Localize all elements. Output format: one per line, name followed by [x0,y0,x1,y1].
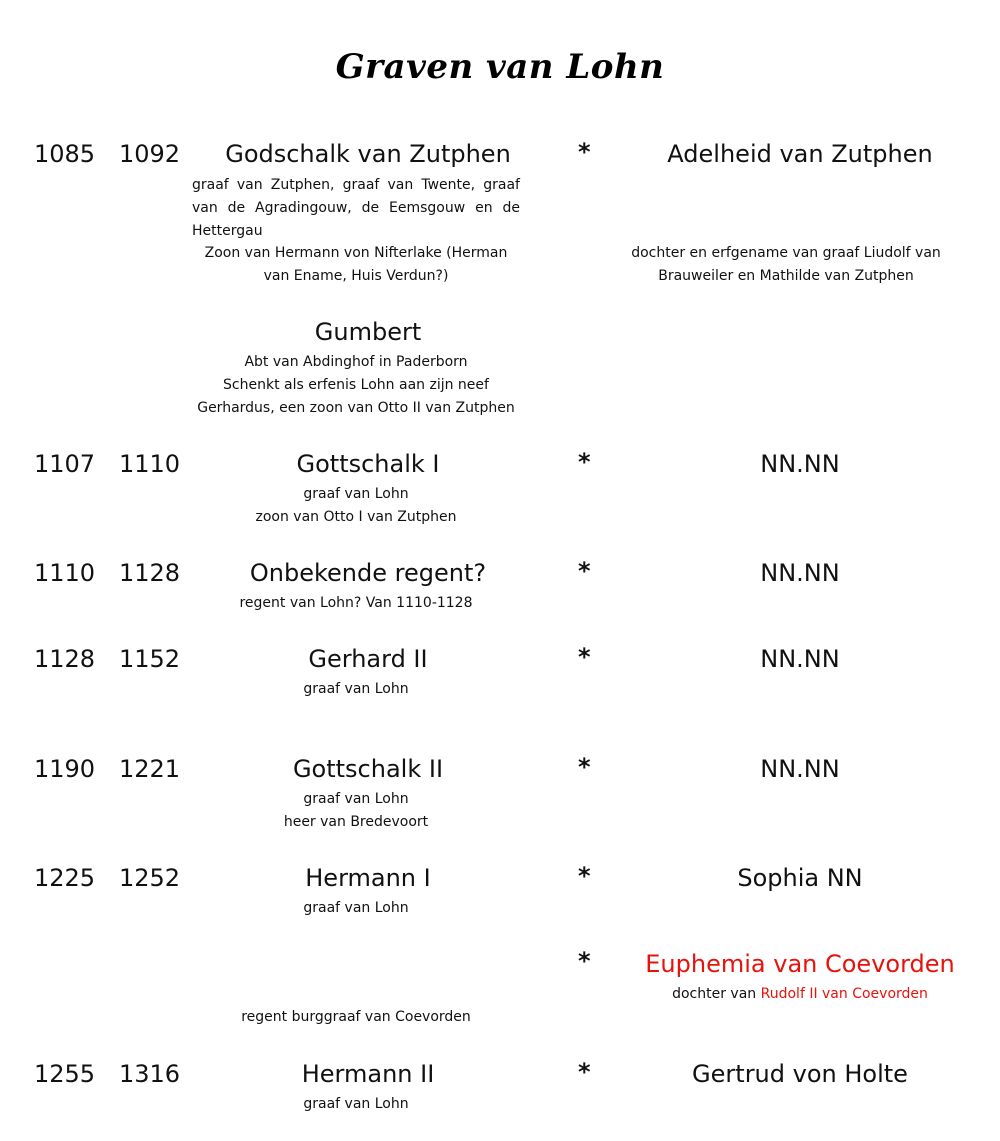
end-year: 1252 [119,864,181,892]
spouse-name: Sophia NN [737,864,863,892]
end-year: 1316 [119,1060,181,1088]
count-parentage: Zoon van Hermann von Nifterlake (Herman van Ename, Huis Verdun?) [204,245,508,284]
spouse-name: Adelheid van Zutphen [667,140,933,168]
start-year: 1128 [34,645,96,673]
marriage-star: * [578,138,591,166]
marriage-star: * [578,1058,591,1086]
marriage-star: * [578,643,591,671]
spouse-name-link[interactable]: Euphemia van Coevorden [645,950,955,978]
count-name: Gerhard II [308,645,428,673]
count-description: graaf van Lohn [303,791,409,807]
count-title: heer van Bredevoort [283,814,429,830]
spouse-name: NN.NN [760,450,840,478]
start-year: 1255 [34,1060,96,1088]
count-description: Abt van Abdinghof in Paderborn [244,354,468,370]
start-year: 1085 [34,140,96,168]
count-name: Gottschalk II [292,755,444,783]
marriage-star: * [578,753,591,781]
count-description: regent van Lohn? Van 1110-1128 [239,595,473,611]
start-year: 1107 [34,450,96,478]
marriage-star: * [578,947,591,975]
count-description: graaf van Lohn [303,1096,409,1112]
spouse-name: NN.NN [760,559,840,587]
count-parentage: zoon van Otto I van Zutphen [255,509,457,525]
end-year: 1128 [119,559,181,587]
marriage-star: * [578,557,591,585]
count-name: Gottschalk I [296,450,440,478]
start-year: 1190 [34,755,96,783]
end-year: 1092 [119,140,181,168]
count-description: graaf van Lohn [303,900,409,916]
spouse-description [612,983,988,1006]
count-note: Schenkt als erfenis Lohn aan zijn neef Gerhardus, een zoon van Otto II van Zutphen [197,377,515,416]
spouse-name: NN.NN [760,755,840,783]
regent-note: regent burggraaf van Coevorden [241,1009,471,1025]
count-name: Hermann I [305,864,431,892]
count-description: graaf van Lohn [303,486,409,502]
end-year: 1110 [119,450,181,478]
count-name: Hermann II [301,1060,435,1088]
marriage-star: * [578,862,591,890]
page-title: Graven van Lohn [335,47,665,87]
end-year: 1152 [119,645,181,673]
start-year: 1110 [34,559,96,587]
start-year: 1225 [34,864,96,892]
end-year: 1221 [119,755,181,783]
father-link[interactable]: Rudolf II van Coevorden [760,986,928,1002]
marriage-star: * [578,448,591,476]
count-description: graaf van Lohn [303,681,409,697]
spouse-name: NN.NN [760,645,840,673]
spouse-name: Gertrud von Holte [692,1060,908,1088]
count-name: Onbekende regent? [249,559,487,587]
count-name: Godschalk van Zutphen [225,140,511,168]
spouse-description: dochter en erfgename van graaf Liudolf van Brauweiler en Mathilde van Zutphen [631,245,941,284]
spouse-desc-prefix: dochter van [672,986,761,1002]
count-name: Gumbert [314,318,422,346]
count-description: graaf van Zutphen, graaf van Twente, graaf van de Agradingouw, de Eemsgouw en de Hettergau [192,177,520,239]
